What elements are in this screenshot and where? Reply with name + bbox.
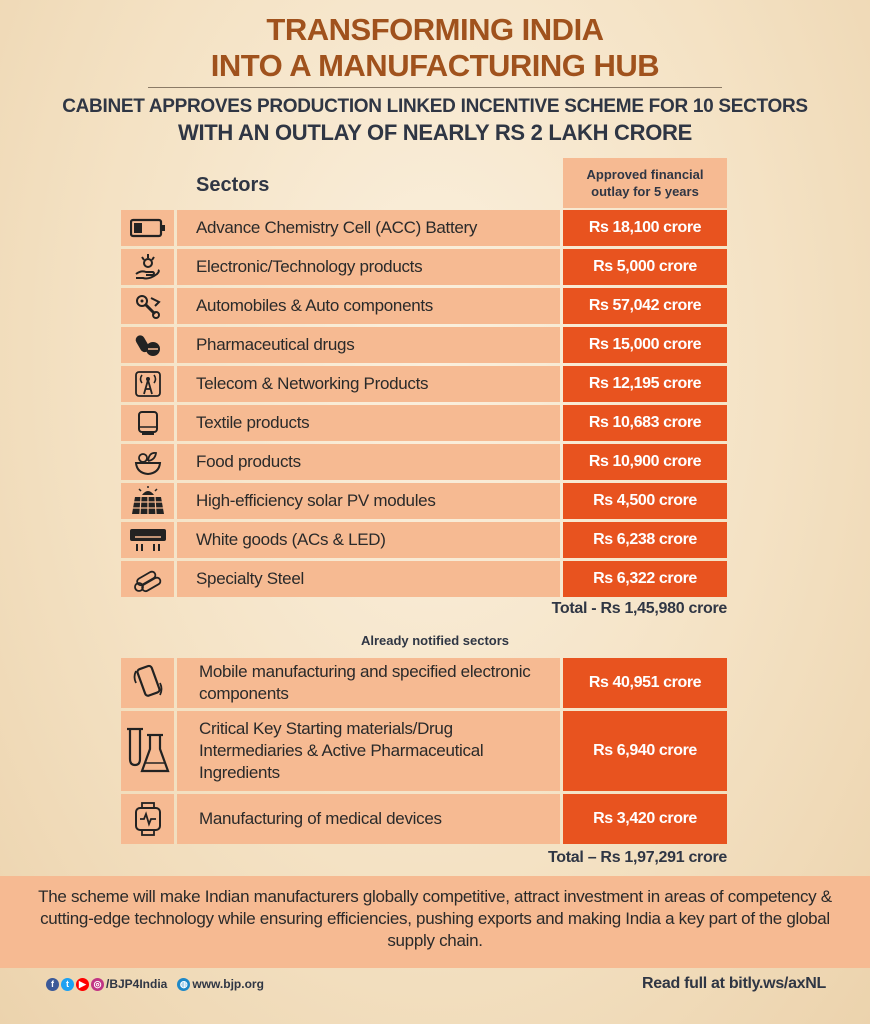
sector-amount: Rs 10,900 crore bbox=[563, 444, 727, 480]
sector-amount: Rs 57,042 crore bbox=[563, 288, 727, 324]
battery-icon bbox=[121, 210, 174, 246]
sector-name: Telecom & Networking Products bbox=[177, 366, 560, 402]
subtitle-line2: WITH AN OUTLAY OF NEARLY RS 2 LAKH CRORE bbox=[177, 120, 692, 145]
telecom-tower-icon bbox=[121, 366, 174, 402]
twitter-icon[interactable]: t bbox=[61, 978, 74, 991]
medical-device-icon bbox=[121, 794, 174, 844]
sector-amount: Rs 15,000 crore bbox=[563, 327, 727, 363]
subtitle-line1: CABINET APPROVES PRODUCTION LINKED INCENTIVE SCHEME FOR 10 SECTORS bbox=[62, 96, 808, 117]
notified-sector-name: Critical Key Starting materials/Drug Intermediaries & Active Pharmaceutical Ingredients bbox=[177, 711, 560, 791]
sector-name: Specialty Steel bbox=[177, 561, 560, 597]
sector-name: High-efficiency solar PV modules bbox=[177, 483, 560, 519]
page-title-line2: INTO A MANUFACTURING HUB bbox=[210, 48, 660, 83]
air-conditioner-icon bbox=[121, 522, 174, 558]
notified-sector-name: Manufacturing of medical devices bbox=[177, 794, 560, 844]
textile-icon bbox=[121, 405, 174, 441]
website-link[interactable]: www.bjp.org bbox=[192, 977, 264, 991]
social-handle[interactable]: /BJP4India bbox=[106, 977, 168, 991]
sector-amount: Rs 18,100 crore bbox=[563, 210, 727, 246]
sectors-total: Total - Rs 1,45,980 crore bbox=[551, 600, 727, 617]
title-divider bbox=[148, 87, 722, 88]
sector-amount: Rs 12,195 crore bbox=[563, 366, 727, 402]
notified-sector-name: Mobile manufacturing and specified electronic components bbox=[177, 658, 560, 708]
sector-name: Textile products bbox=[177, 405, 560, 441]
notified-sector-amount: Rs 40,951 crore bbox=[563, 658, 727, 708]
page-title-line1: TRANSFORMING INDIA bbox=[266, 12, 604, 47]
instagram-icon[interactable]: ◎ bbox=[91, 978, 104, 991]
notified-sector-amount: Rs 3,420 crore bbox=[563, 794, 727, 844]
sector-amount: Rs 5,000 crore bbox=[563, 249, 727, 285]
sector-amount: Rs 4,500 crore bbox=[563, 483, 727, 519]
sector-name: Automobiles & Auto components bbox=[177, 288, 560, 324]
sector-name: Pharmaceutical drugs bbox=[177, 327, 560, 363]
automobile-parts-icon bbox=[121, 288, 174, 324]
steel-pipes-icon bbox=[121, 561, 174, 597]
notified-sector-amount: Rs 6,940 crore bbox=[563, 711, 727, 791]
lab-flask-icon bbox=[121, 711, 174, 791]
sector-name: Advance Chemistry Cell (ACC) Battery bbox=[177, 210, 560, 246]
footer-description: The scheme will make Indian manufacturers globally competitive, attract investment in areas of competency & cutting-edge technology while ensuring efficiencies, pushing exports and making India a key part of the global supply chain. bbox=[0, 876, 870, 968]
notified-total: Total – Rs 1,97,291 crore bbox=[548, 849, 727, 866]
sector-amount: Rs 10,683 crore bbox=[563, 405, 727, 441]
solar-panel-icon bbox=[121, 483, 174, 519]
facebook-icon[interactable]: f bbox=[46, 978, 59, 991]
globe-icon: ◍ bbox=[177, 978, 190, 991]
youtube-icon[interactable]: ▶ bbox=[76, 978, 89, 991]
pills-icon bbox=[121, 327, 174, 363]
sector-name: Electronic/Technology products bbox=[177, 249, 560, 285]
mobile-phone-icon bbox=[121, 658, 174, 708]
sector-name: White goods (ACs & LED) bbox=[177, 522, 560, 558]
social-links bbox=[46, 977, 264, 991]
read-full-link[interactable]: Read full at bitly.ws/axNL bbox=[642, 975, 826, 992]
sector-amount: Rs 6,238 crore bbox=[563, 522, 727, 558]
electronics-hand-icon bbox=[121, 249, 174, 285]
food-bowl-icon bbox=[121, 444, 174, 480]
sector-amount: Rs 6,322 crore bbox=[563, 561, 727, 597]
sector-name: Food products bbox=[177, 444, 560, 480]
outlay-column-header: Approved financial outlay for 5 years bbox=[563, 158, 727, 208]
sectors-column-header: Sectors bbox=[196, 174, 270, 196]
notified-sectors-heading: Already notified sectors bbox=[360, 633, 510, 648]
